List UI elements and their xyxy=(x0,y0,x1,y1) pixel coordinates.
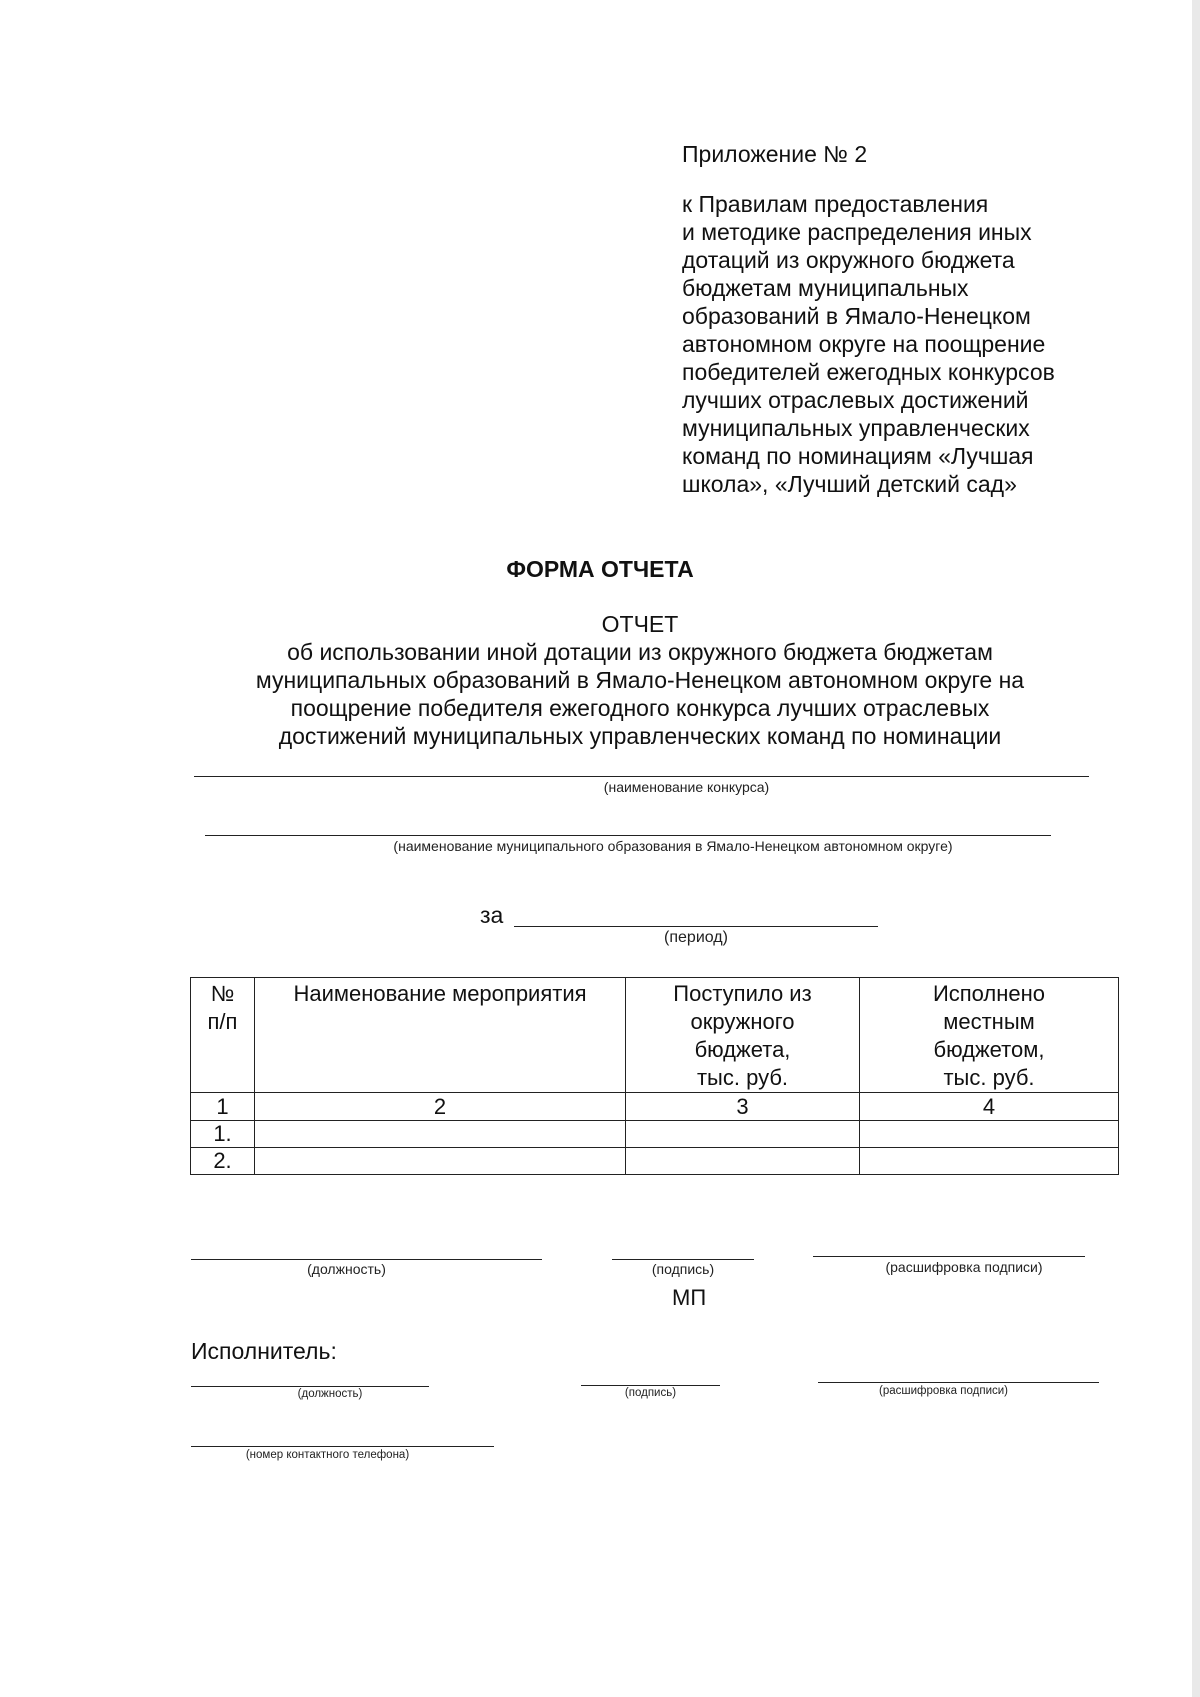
municipality-name-line xyxy=(205,835,1051,836)
contest-name-line xyxy=(194,776,1089,777)
contest-name-caption: (наименование конкурса) xyxy=(603,779,770,795)
header-activity: Наименование мероприятия xyxy=(255,978,626,1093)
report-title: ОТЧЕТ xyxy=(601,611,679,637)
table-row xyxy=(191,1121,1119,1148)
period-caption: (период) xyxy=(664,929,728,946)
signature-position-caption: (должность) xyxy=(307,1261,386,1277)
executor-position-caption: (должность) xyxy=(297,1388,363,1400)
report-description: об использовании иной дотации из окружного бюджета бюджетам муниципальных образований в Ямало-Ненецком автономном округе на поощрение победителя ежегодного конкурса лучших отраслевых достижений муниципальных управленческих команд по номинации xyxy=(255,639,1025,749)
signature-decode-line xyxy=(813,1256,1085,1257)
stamp-label: МП xyxy=(672,1285,707,1310)
column-number: 3 xyxy=(626,1093,860,1121)
table-cell xyxy=(626,1148,860,1175)
column-number: 1 xyxy=(191,1093,255,1121)
executor-phone-caption: (номер контактного телефона) xyxy=(245,1449,410,1461)
executor-decode-caption: (расшифровка подписи) xyxy=(879,1385,1008,1397)
report-heading xyxy=(180,610,1100,750)
period-line xyxy=(514,926,878,927)
period-prefix: за xyxy=(480,902,504,928)
annex-body: к Правилам предоставления и методике распределения иных дотаций из окружного бюджета бюджетам муниципальных образований в Ямало-Ненецком автономном округе на поощрение победителей ежегодных конкурсов лучших отраслевых достижений муниципальных управленческих команд по номинациям «Лучшая школа», «Лучший детский сад» xyxy=(682,191,1055,497)
executor-phone-line xyxy=(191,1446,494,1447)
signature-sign-caption: (подпись) xyxy=(651,1261,715,1277)
column-number: 2 xyxy=(255,1093,626,1121)
annex-title: Приложение № 2 xyxy=(682,141,868,167)
signature-sign-line xyxy=(612,1259,754,1260)
executor-position-line xyxy=(191,1386,429,1387)
table-column-numbers-row xyxy=(191,1093,1119,1121)
executor-sign-caption: (подпись) xyxy=(624,1387,677,1399)
table-header-row xyxy=(191,978,1119,1093)
table-cell: 2. xyxy=(191,1148,255,1175)
table-cell xyxy=(626,1121,860,1148)
signature-decode-caption: (расшифровка подписи) xyxy=(885,1259,1043,1275)
executor-sign-line xyxy=(581,1385,720,1386)
executor-decode-line xyxy=(818,1382,1099,1383)
header-number: № п/п xyxy=(191,978,255,1093)
page-edge xyxy=(1192,0,1200,1697)
table-cell xyxy=(255,1121,626,1148)
report-table xyxy=(190,977,1119,1175)
column-number: 4 xyxy=(860,1093,1119,1121)
table-cell xyxy=(860,1148,1119,1175)
signature-position-line xyxy=(191,1259,542,1260)
table-cell xyxy=(860,1121,1119,1148)
executor-label: Исполнитель: xyxy=(191,1338,337,1364)
header-received: Поступило из окружного бюджета, тыс. руб. xyxy=(626,978,860,1093)
table-cell xyxy=(255,1148,626,1175)
table-cell: 1. xyxy=(191,1121,255,1148)
annex-block xyxy=(682,140,1122,498)
header-executed: Исполнено местным бюджетом, тыс. руб. xyxy=(860,978,1119,1093)
municipality-name-caption: (наименование муниципального образования в Ямало-Ненецком автономном округе) xyxy=(393,838,953,854)
form-title: ФОРМА ОТЧЕТА xyxy=(506,556,694,582)
table-row xyxy=(191,1148,1119,1175)
